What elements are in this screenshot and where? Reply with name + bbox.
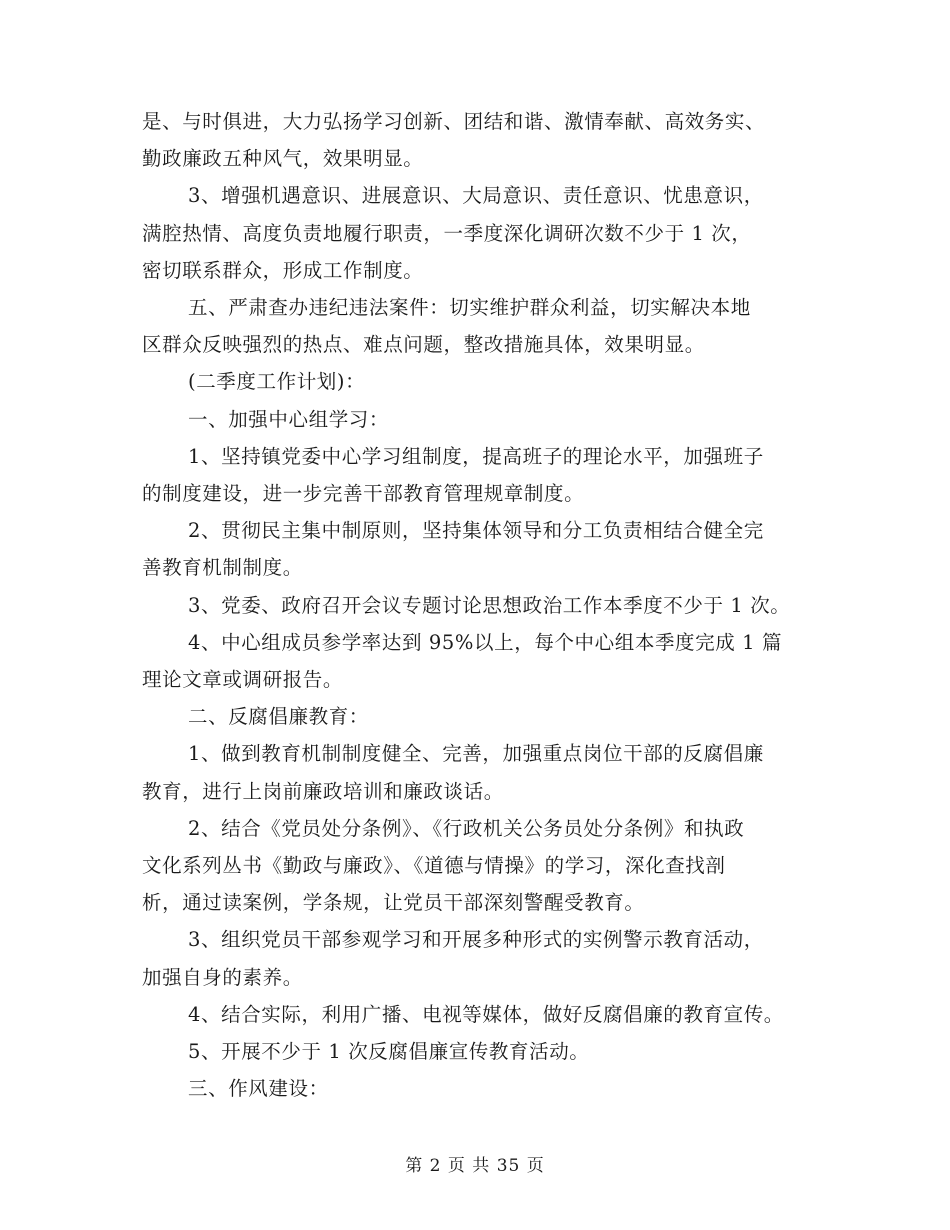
text-line: 4、结合实际，利用广播、电视等媒体，做好反腐倡廉的教育宣传。 — [188, 1002, 784, 1026]
text-line: 析，通过读案例，学条规，让党员干部深刻警醒受教育。 — [142, 891, 645, 915]
text-line: 3、增强机遇意识、进展意识、大局意识、责任意识、忧患意识， — [188, 184, 764, 208]
page-number-label: 第 2 页 共 35 页 — [405, 1156, 545, 1176]
text-line: 二、反腐倡廉教育： — [188, 705, 369, 729]
text-line: 区群众反映强烈的热点、难点问题，整改措施具体，效果明显。 — [142, 333, 705, 357]
text-line: 5、开展不少于 1 次反腐倡廉宣传教育活动。 — [188, 1040, 590, 1064]
text-line: 的制度建设，进一步完善干部教育管理规章制度。 — [142, 482, 585, 506]
text-line: 是、与时俱进，大力弘扬学习创新、团结和谐、激情奉献、高效务实、 — [142, 110, 766, 133]
text-line: 2、贯彻民主集中制原则，坚持集体领导和分工负责相结合健全完 — [188, 519, 764, 543]
text-line: 教育，进行上岗前廉政培训和廉政谈话。 — [142, 779, 504, 803]
text-line: 一、加强中心组学习： — [188, 407, 390, 431]
text-line: 3、组织党员干部参观学习和开展多种形式的实例警示教育活动， — [188, 928, 764, 952]
text-line: 1、坚持镇党委中心学习组制度，提高班子的理论水平，加强班子 — [188, 444, 764, 468]
text-line: 善教育机制制度。 — [142, 556, 303, 580]
page-footer — [0, 1151, 950, 1176]
text-line: 加强自身的素养。 — [142, 965, 303, 989]
text-line: 文化系列丛书《勤政与廉政》、《道德与情操》的学习，深化查找剖 — [142, 854, 726, 878]
text-line: 满腔热情、高度负责地履行职责，一季度深化调研次数不少于 1 次， — [142, 221, 752, 245]
document-body — [142, 103, 822, 1107]
text-line: 4、中心组成员参学率达到 95%以上，每个中心组本季度完成 1 篇 — [188, 630, 783, 654]
text-line: 三、作风建设： — [188, 1077, 329, 1101]
text-line: 密切联系群众，形成工作制度。 — [142, 258, 424, 282]
text-line: 理论文章或调研报告。 — [142, 668, 344, 692]
text-line: 2、结合《党员处分条例》、《行政机关公务员处分条例》和执政 — [188, 816, 745, 840]
text-line: 五、严肃查办违纪违法案件：切实维护群众利益，切实解决本地 — [188, 296, 751, 320]
text-line: 1、做到教育机制制度健全、完善，加强重点岗位干部的反腐倡廉 — [188, 742, 764, 766]
text-line: (二季度工作计划)： — [188, 370, 366, 394]
text-line: 勤政廉政五种风气，效果明显。 — [142, 147, 424, 171]
text-line: 3、党委、政府召开会议专题讨论思想政治工作本季度不少于 1 次。 — [188, 593, 791, 617]
